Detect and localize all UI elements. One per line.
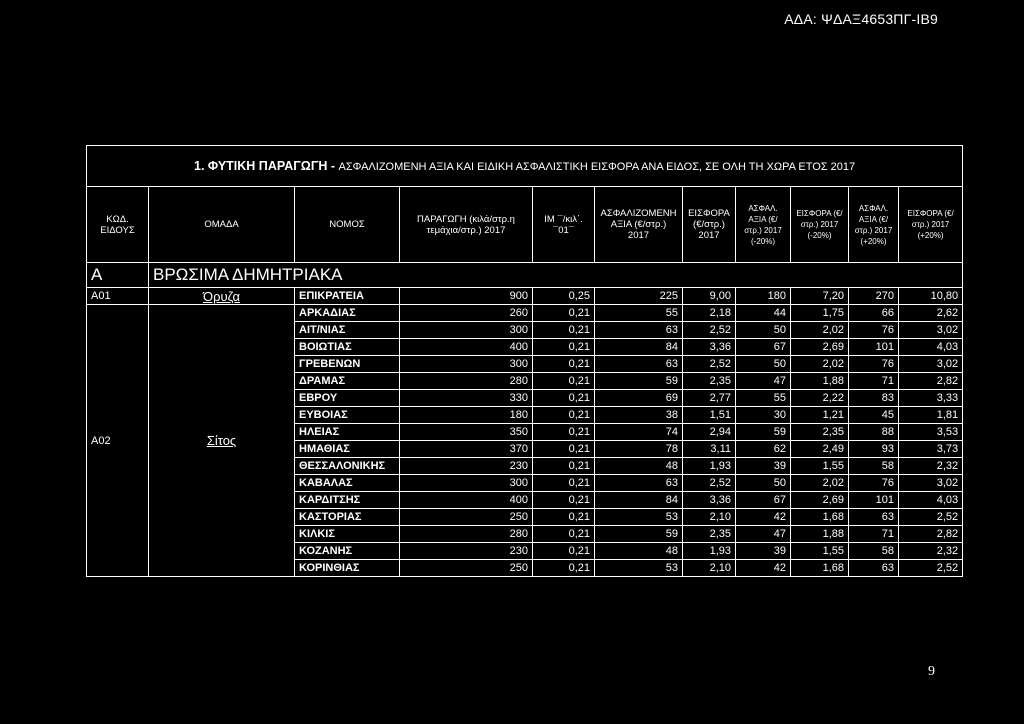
region-cell: ΚΟΖΑΝΗΣ	[295, 543, 400, 560]
value-cell: 63	[595, 475, 683, 492]
region-cell: ΕΒΡΟΥ	[295, 390, 400, 407]
value-cell: 2,52	[899, 509, 963, 526]
value-cell: 63	[849, 560, 899, 577]
region-cell: ΚΑΒΑΛΑΣ	[295, 475, 400, 492]
header-contribution-plus: ΕΙΣΦΟΡΑ (€/στρ.) 2017 (+20%)	[899, 187, 963, 263]
value-cell: 2,82	[899, 373, 963, 390]
value-cell: 900	[400, 288, 533, 305]
value-cell: 63	[595, 356, 683, 373]
value-cell: 2,52	[683, 356, 736, 373]
value-cell: 71	[849, 526, 899, 543]
region-cell: ΕΠΙΚΡΑΤΕΙΑ	[295, 288, 400, 305]
value-cell: 59	[736, 424, 791, 441]
value-cell: 50	[736, 356, 791, 373]
value-cell: 1,68	[791, 509, 849, 526]
value-cell: 0,21	[533, 560, 595, 577]
value-cell: 1,88	[791, 526, 849, 543]
value-cell: 4,03	[899, 339, 963, 356]
value-cell: 2,94	[683, 424, 736, 441]
value-cell: 2,49	[791, 441, 849, 458]
value-cell: 250	[400, 560, 533, 577]
value-cell: 30	[736, 407, 791, 424]
title-main: 1. ΦΥΤΙΚΗ ΠΑΡΑΓΩΓΗ -	[194, 159, 336, 173]
group-name: Όρυζα	[149, 288, 295, 305]
value-cell: 53	[595, 509, 683, 526]
value-cell: 66	[849, 305, 899, 322]
value-cell: 1,51	[683, 407, 736, 424]
value-cell: 101	[849, 492, 899, 509]
region-cell: ΔΡΑΜΑΣ	[295, 373, 400, 390]
value-cell: 3,53	[899, 424, 963, 441]
value-cell: 0,21	[533, 407, 595, 424]
value-cell: 1,75	[791, 305, 849, 322]
value-cell: 7,20	[791, 288, 849, 305]
table-row	[87, 305, 963, 322]
value-cell: 59	[595, 526, 683, 543]
value-cell: 3,73	[899, 441, 963, 458]
value-cell: 45	[849, 407, 899, 424]
value-cell: 69	[595, 390, 683, 407]
value-cell: 0,21	[533, 475, 595, 492]
value-cell: 76	[849, 356, 899, 373]
group-code: Α02	[87, 305, 149, 577]
value-cell: 0,21	[533, 390, 595, 407]
group-name: Σίτος	[149, 305, 295, 577]
value-cell: 42	[736, 509, 791, 526]
value-cell: 42	[736, 560, 791, 577]
value-cell: 3,02	[899, 356, 963, 373]
insurance-table	[86, 145, 963, 577]
value-cell: 50	[736, 475, 791, 492]
value-cell: 1,93	[683, 458, 736, 475]
value-cell: 78	[595, 441, 683, 458]
value-cell: 3,33	[899, 390, 963, 407]
header-insured-minus: ΑΣΦΑΛ. ΑΞΙΑ (€/στρ.) 2017 (-20%)	[736, 187, 791, 263]
value-cell: 300	[400, 356, 533, 373]
value-cell: 3,36	[683, 339, 736, 356]
value-cell: 47	[736, 526, 791, 543]
header-insured-value: ΑΣΦΑΛΙΖΟΜΕΝΗ ΑΞΙΑ (€/στρ.) 2017	[595, 187, 683, 263]
value-cell: 88	[849, 424, 899, 441]
value-cell: 0,21	[533, 509, 595, 526]
value-cell: 10,80	[899, 288, 963, 305]
value-cell: 67	[736, 492, 791, 509]
header-code: ΚΩΔ. ΕΙΔΟΥΣ	[87, 187, 149, 263]
value-cell: 180	[400, 407, 533, 424]
region-cell: ΓΡΕΒΕΝΩΝ	[295, 356, 400, 373]
value-cell: 55	[595, 305, 683, 322]
value-cell: 0,21	[533, 526, 595, 543]
value-cell: 2,32	[899, 543, 963, 560]
section-name: ΒΡΩΣΙΜΑ ΔΗΜΗΤΡΙΑΚΑ	[149, 263, 963, 288]
group-code: Α01	[87, 288, 149, 305]
value-cell: 2,69	[791, 492, 849, 509]
value-cell: 2,02	[791, 356, 849, 373]
value-cell: 2,02	[791, 475, 849, 492]
value-cell: 4,03	[899, 492, 963, 509]
value-cell: 83	[849, 390, 899, 407]
value-cell: 63	[849, 509, 899, 526]
value-cell: 0,21	[533, 373, 595, 390]
value-cell: 225	[595, 288, 683, 305]
value-cell: 300	[400, 322, 533, 339]
value-cell: 39	[736, 543, 791, 560]
value-cell: 59	[595, 373, 683, 390]
value-cell: 2,22	[791, 390, 849, 407]
value-cell: 58	[849, 458, 899, 475]
value-cell: 2,32	[899, 458, 963, 475]
region-cell: ΑΙΤ/ΝΙΑΣ	[295, 322, 400, 339]
value-cell: 84	[595, 492, 683, 509]
region-cell: ΑΡΚΑΔΙΑΣ	[295, 305, 400, 322]
value-cell: 3,11	[683, 441, 736, 458]
header-contribution-minus: ΕΙΣΦΟΡΑ (€/στρ.) 2017 (-20%)	[791, 187, 849, 263]
value-cell: 1,88	[791, 373, 849, 390]
value-cell: 260	[400, 305, 533, 322]
value-cell: 2,35	[683, 373, 736, 390]
value-cell: 0,21	[533, 543, 595, 560]
region-cell: ΕΥΒΟΙΑΣ	[295, 407, 400, 424]
value-cell: 3,02	[899, 475, 963, 492]
value-cell: 76	[849, 322, 899, 339]
value-cell: 48	[595, 458, 683, 475]
region-cell: ΗΛΕΙΑΣ	[295, 424, 400, 441]
ada-code: ΑΔΑ: ΨΔΑΞ4653ΠΓ-ΙΒ9	[784, 11, 938, 27]
value-cell: 370	[400, 441, 533, 458]
value-cell: 9,00	[683, 288, 736, 305]
value-cell: 2,52	[683, 322, 736, 339]
value-cell: 48	[595, 543, 683, 560]
value-cell: 74	[595, 424, 683, 441]
region-cell: ΚΟΡΙΝΘΙΑΣ	[295, 560, 400, 577]
value-cell: 230	[400, 458, 533, 475]
value-cell: 280	[400, 526, 533, 543]
value-cell: 58	[849, 543, 899, 560]
header-contribution: ΕΙΣΦΟΡΑ (€/στρ.) 2017	[683, 187, 736, 263]
value-cell: 180	[736, 288, 791, 305]
value-cell: 400	[400, 492, 533, 509]
value-cell: 0,21	[533, 322, 595, 339]
table-row	[87, 288, 963, 305]
value-cell: 63	[595, 322, 683, 339]
region-cell: ΒΟΙΩΤΙΑΣ	[295, 339, 400, 356]
value-cell: 0,21	[533, 356, 595, 373]
value-cell: 0,25	[533, 288, 595, 305]
value-cell: 2,52	[683, 475, 736, 492]
value-cell: 38	[595, 407, 683, 424]
region-cell: ΚΙΛΚΙΣ	[295, 526, 400, 543]
value-cell: 50	[736, 322, 791, 339]
value-cell: 0,21	[533, 441, 595, 458]
value-cell: 0,21	[533, 424, 595, 441]
table-title	[87, 146, 963, 187]
value-cell: 53	[595, 560, 683, 577]
region-cell: ΚΑΣΤΟΡΙΑΣ	[295, 509, 400, 526]
value-cell: 400	[400, 339, 533, 356]
value-cell: 2,77	[683, 390, 736, 407]
value-cell: 2,10	[683, 560, 736, 577]
region-cell: ΚΑΡΔΙΤΣΗΣ	[295, 492, 400, 509]
value-cell: 2,35	[791, 424, 849, 441]
section-row	[87, 263, 963, 288]
header-im: ΙΜ ¯/κιλ΄. ¯01¯	[533, 187, 595, 263]
header-row	[87, 187, 963, 263]
value-cell: 2,52	[899, 560, 963, 577]
header-production: ΠΑΡΑΓΩΓΗ (κιλά/στρ.η τεμάχια/στρ.) 2017	[400, 187, 533, 263]
value-cell: 0,21	[533, 458, 595, 475]
value-cell: 1,93	[683, 543, 736, 560]
value-cell: 330	[400, 390, 533, 407]
value-cell: 47	[736, 373, 791, 390]
value-cell: 250	[400, 509, 533, 526]
value-cell: 2,35	[683, 526, 736, 543]
title-subtitle: ΑΣΦΑΛΙΖΟΜΕΝΗ ΑΞΙΑ ΚΑΙ ΕΙΔΙΚΗ ΑΣΦΑΛΙΣΤΙΚΗ ΕΙΣΦΟΡΑ ΑΝΑ ΕΙΔΟΣ, ΣΕ ΟΛΗ ΤΗ ΧΩΡΑ ΕΤΟΣ 2017	[338, 161, 856, 173]
header-insured-plus: ΑΣΦΑΛ. ΑΞΙΑ (€/στρ.) 2017 (+20%)	[849, 187, 899, 263]
region-cell: ΗΜΑΘΙΑΣ	[295, 441, 400, 458]
page-number: 9	[928, 664, 935, 679]
section-code: Α	[87, 263, 149, 288]
value-cell: 2,10	[683, 509, 736, 526]
value-cell: 93	[849, 441, 899, 458]
value-cell: 55	[736, 390, 791, 407]
value-cell: 270	[849, 288, 899, 305]
value-cell: 84	[595, 339, 683, 356]
value-cell: 101	[849, 339, 899, 356]
value-cell: 71	[849, 373, 899, 390]
value-cell: 3,02	[899, 322, 963, 339]
value-cell: 300	[400, 475, 533, 492]
header-region: ΝΟΜΟΣ	[295, 187, 400, 263]
value-cell: 0,21	[533, 339, 595, 356]
value-cell: 62	[736, 441, 791, 458]
value-cell: 1,55	[791, 543, 849, 560]
header-group: ΟΜΑΔΑ	[149, 187, 295, 263]
value-cell: 44	[736, 305, 791, 322]
value-cell: 1,55	[791, 458, 849, 475]
value-cell: 280	[400, 373, 533, 390]
value-cell: 350	[400, 424, 533, 441]
value-cell: 39	[736, 458, 791, 475]
value-cell: 2,82	[899, 526, 963, 543]
value-cell: 2,62	[899, 305, 963, 322]
region-cell: ΘΕΣΣΑΛΟΝΙΚΗΣ	[295, 458, 400, 475]
value-cell: 0,21	[533, 305, 595, 322]
value-cell: 0,21	[533, 492, 595, 509]
value-cell: 67	[736, 339, 791, 356]
value-cell: 1,21	[791, 407, 849, 424]
value-cell: 2,02	[791, 322, 849, 339]
value-cell: 2,18	[683, 305, 736, 322]
value-cell: 76	[849, 475, 899, 492]
value-cell: 230	[400, 543, 533, 560]
value-cell: 3,36	[683, 492, 736, 509]
value-cell: 1,68	[791, 560, 849, 577]
value-cell: 1,81	[899, 407, 963, 424]
value-cell: 2,69	[791, 339, 849, 356]
